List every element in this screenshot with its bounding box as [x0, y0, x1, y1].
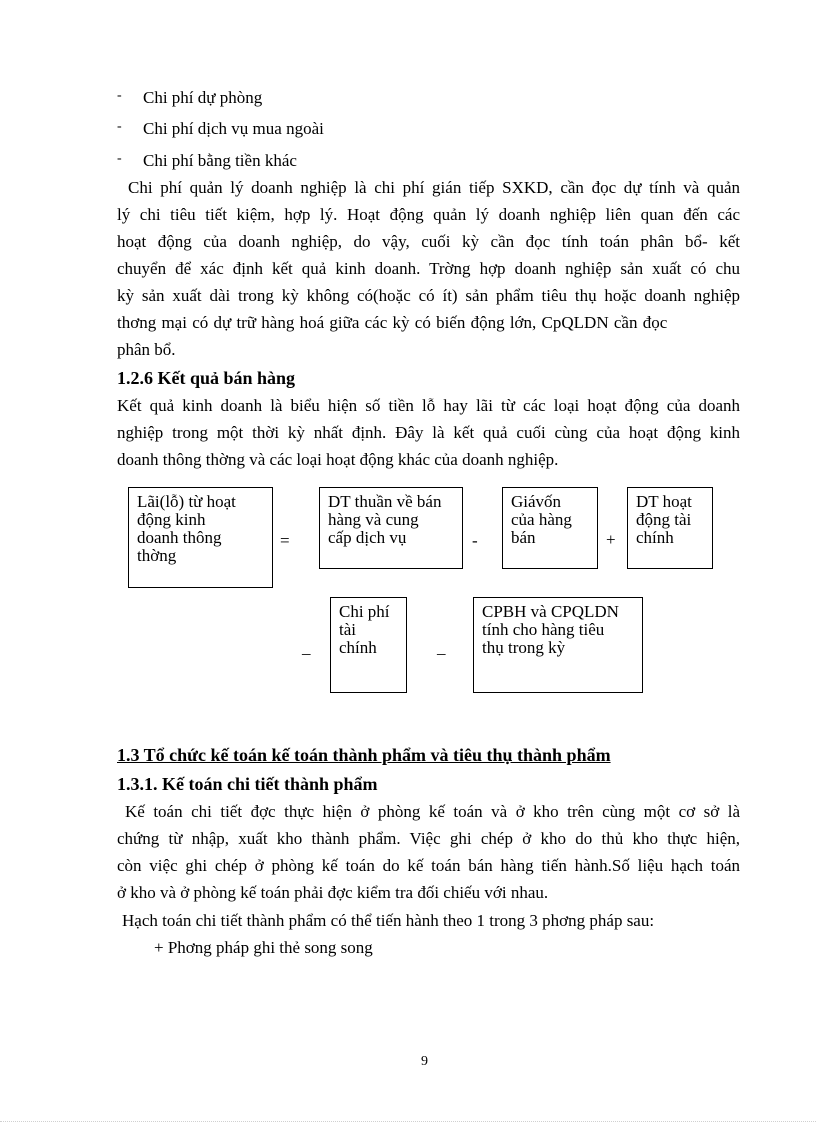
box-text: doanh thông [137, 528, 222, 547]
paragraph-line: ở kho và ở phòng kế toán phải đợc kiểm tra đối chiếu với nhau. [117, 883, 549, 902]
paragraph-line: Chi phí quản lý doanh nghiệp là chi phí gián tiếp SXKD, cần đọc dự tính và quản [128, 178, 740, 197]
paragraph-line: Kế toán chi tiết đợc thực hiện ở phòng kế toán và ở kho trên cùng một cơ sở là [125, 802, 740, 821]
minus-operator: - [472, 531, 478, 550]
box-text: CPBH và CPQLDN [482, 602, 619, 621]
plus-operator: + [606, 530, 616, 549]
box-text: Lãi(lỗ) từ hoạt [137, 492, 236, 511]
paragraph-line: lý chi tiêu tiết kiệm, hợp lý. Hoạt động quản lý doanh nghiệp liên quan đến các [117, 205, 740, 224]
bullet-marker: - [117, 119, 122, 134]
method-item: + Phơng pháp ghi thẻ song song [154, 938, 373, 957]
box-text: của hàng [511, 510, 572, 529]
paragraph-line: doanh thông thờng và các loại hoạt động khác của doanh nghiệp. [117, 450, 559, 469]
minus-operator: _ [302, 638, 311, 657]
box-text: thụ trong kỳ [482, 638, 566, 657]
minus-operator: _ [437, 638, 446, 657]
box-text: thờng [137, 546, 177, 565]
box-text: chính [636, 528, 674, 547]
paragraph-line: chuyển để xác định kết quả kinh doanh. Trờng hợp doanh nghiệp sản xuất có chu [117, 259, 740, 278]
paragraph-line: Kết quả kinh doanh là biểu hiện số tiền lỗ hay lãi từ các loại hoạt động của doanh [117, 396, 740, 415]
box-cost-of-goods [502, 487, 598, 569]
box-net-revenue [319, 487, 463, 569]
section-heading: 1.3 Tổ chức kế toán kế toán thành phẩm và tiêu thụ thành phẩm [117, 745, 611, 765]
paragraph-line: phân bổ. [117, 340, 176, 359]
page-number: 9 [421, 1054, 428, 1069]
paragraph-line: còn việc ghi chép ở phòng kế toán do kế toán bán hàng tiến hành.Số liệu hạch toán [117, 856, 740, 875]
box-text: tài [339, 620, 356, 639]
box-text: chính [339, 638, 377, 657]
box-selling-admin-cost [473, 597, 643, 693]
paragraph-line: hoạt động của doanh nghiệp, do vậy, cuối kỳ cần đọc tính toán phân bổ- kết [117, 232, 740, 251]
bullet-marker: - [117, 151, 122, 166]
paragraph-line: nghiệp trong một thời kỳ nhất định. Đây là kết quả cuối cùng của hoạt động kinh [117, 423, 740, 442]
paragraph-line: kỳ sản xuất dài trong kỳ không có(hoặc có ít) sản phẩm tiêu thụ hoặc doanh nghiệp [117, 286, 740, 305]
box-text: cấp dịch vụ [328, 528, 407, 547]
box-financial-revenue [627, 487, 713, 569]
equals-operator: = [280, 531, 290, 550]
bullet-item: Chi phí dự phòng [143, 88, 263, 107]
box-financial-cost [330, 597, 407, 693]
paragraph-line: chứng từ nhập, xuất kho thành phẩm. Việc ghi chép ở kho do thủ kho thực hiện, [117, 829, 740, 848]
section-heading: 1.2.6 Kết quả bán hàng [117, 368, 296, 388]
box-text: Giávốn [511, 492, 562, 511]
subsection-heading: 1.3.1. Kế toán chi tiết thành phẩm [117, 774, 378, 794]
bullet-item: Chi phí dịch vụ mua ngoài [143, 119, 324, 138]
box-text: động tài [636, 510, 692, 529]
box-text: hàng và cung [328, 510, 419, 529]
box-text: Chi phí [339, 602, 390, 621]
paragraph-methods-intro: Hạch toán chi tiết thành phẩm có thể tiến hành theo 1 trong 3 phơng pháp sau: [122, 911, 655, 930]
box-text: DT hoạt [636, 492, 692, 511]
box-text: động kinh [137, 510, 206, 529]
page-edge-divider [0, 1121, 816, 1122]
box-text: tính cho hàng tiêu [482, 620, 605, 639]
box-text: DT thuần về bán [328, 492, 442, 511]
paragraph-line: thơng mại có dự trữ hàng hoá giữa các kỳ có biến động lớn, CpQLDN cần đọc [117, 313, 668, 332]
box-operating-profit [128, 487, 273, 588]
box-text: bán [511, 528, 536, 547]
bullet-marker: - [117, 88, 122, 103]
bullet-item: Chi phí bằng tiền khác [143, 151, 297, 170]
